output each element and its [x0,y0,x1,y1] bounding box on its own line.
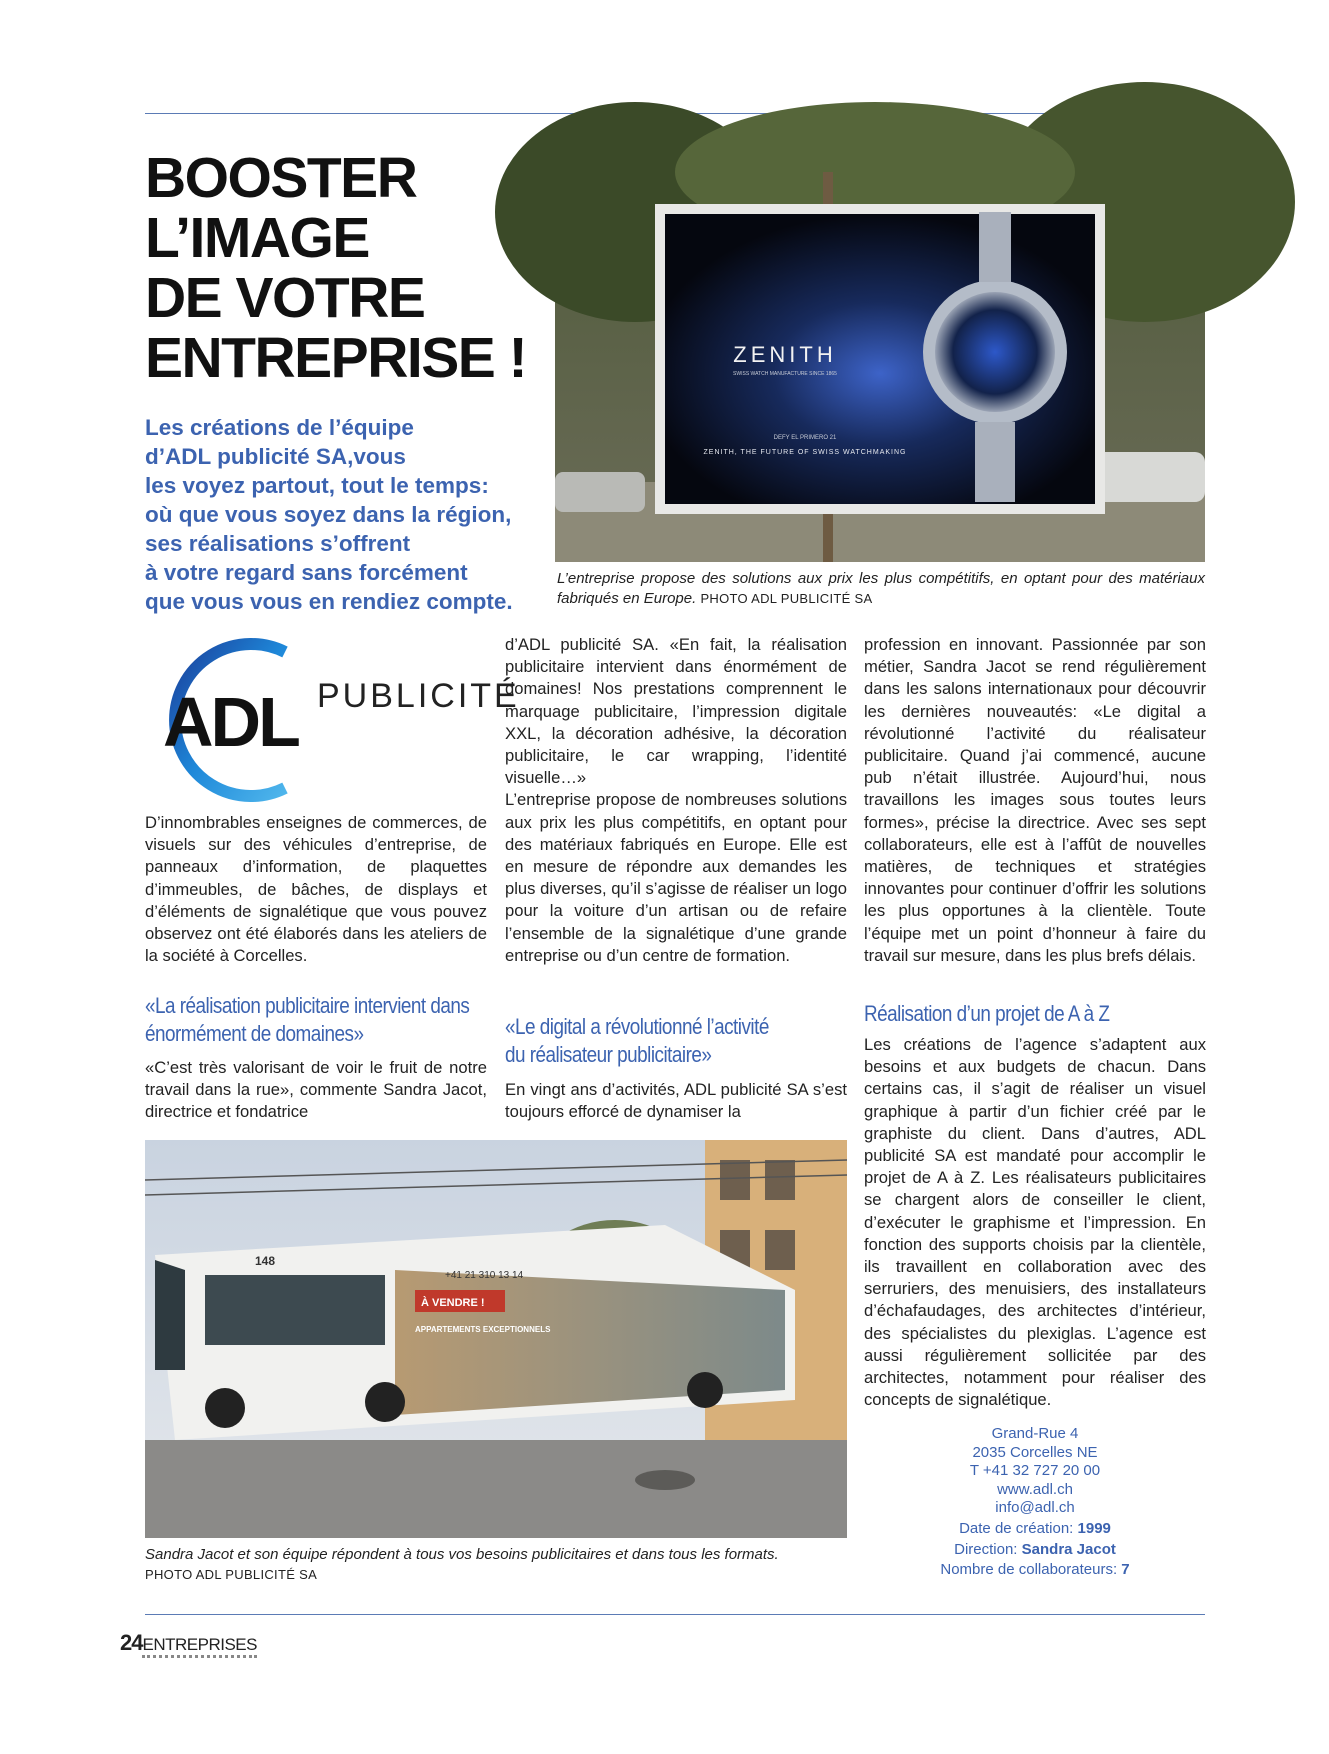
bottom-rule [145,1614,1205,1615]
subhead-line: du réalisateur publicitaire» [505,1042,712,1067]
subhead-line: énormément de domaines» [145,1021,364,1046]
subhead-line: «Le digital a révolutionné l’activité [505,1014,769,1039]
contact-created [900,1520,1170,1539]
subhead-line: «La réalisation publicitaire intervient dans [145,993,470,1018]
body-paragraph: profession en innovant. Passionnée par son métier, Sandra Jacot se rend régulièrement dans les salons internationaux pour découvrir les dernières nouveautés: «Le digital a révolutionné l’activité du réalisateur publicitaire. Quand j’ai commencé, aucune pub n’était illustrée. Aujourd’hui, nous travaillons les images sous toutes leurs formes», précise la directrice. Avec ses sept collaborateurs, elle est à l’affût de nouvelles matières, de techniques et stratégies innovantes pour continuer d’offrir les solutions les plus opportunes à la clientèle. Toute l’équipe met un point d’honneur à faire du travail sur mesure, dans les plus brefs délais. [864,635,1206,965]
contact-direction-label: Direction: [954,1540,1018,1558]
contact-website-link[interactable]: www.adl.ch [997,1480,1073,1498]
bus-caption-text: Sandra Jacot et son équipe répondent à tous vos besoins publicitaires et dans tous les formats. [145,1546,779,1563]
body-paragraph: Les créations de l’agence s’adaptent aux besoins et aux budgets de chacun. Dans certains cas, il s’agit de réaliser un visuel graphique à partir d’un fichier créé par le graphiste du client. Dans d’autres, ADL publicité SA est mandaté pour accomplir le projet de A à Z. Les réalisateurs publicitaires se chargent alors de conseiller le client, d’exécuter le graphisme et l’impression. En fonction des supports choisis par la clientèle, ils travaillent en collaboration avec des serruriers, des menuisiers, des installateurs d’échafaudages, des architectes d’intérieur, des spécialistes du plexiglas. L’agence est aussi régulièrement sollicitée par des architectes, notamment pour réaliser des concepts de signalétique. [864,1035,1206,1410]
contact-phone: T +41 32 727 20 00 [969,1462,1101,1480]
billboard-caption [557,569,1205,608]
bus-photo-art [145,1140,847,1538]
column-3-top [864,634,1206,967]
logo-word: PUBLICITÉ [317,677,520,715]
contact-staff [900,1561,1170,1580]
logo-mark: ADL [163,683,298,761]
intro-line: Les créations de l’équipe [145,415,414,440]
body-paragraph: L’entreprise propose de nombreuses solutions aux prix les plus compétitifs, en optant pour des matériaux fabriqués en Europe. Elle est en mesure de répondre aux demandes les plus diverses, qu’il s’agisse de réaliser un logo pour la voiture d’un artisan ou de refaire l’ensemble de la signalétique d’une grande entreprise ou d’un centre de formation. [505,790,847,965]
intro-line: d’ADL publicité SA,vous [145,444,406,469]
billboard-brand: ZENITH [733,342,837,367]
billboard-tagline-small: SWISS WATCH MANUFACTURE SINCE 1865 [733,371,837,377]
subhead-projet [864,1000,1109,1028]
intro-line: ses réalisations s’offrent [145,531,411,556]
adl-logo [145,640,520,800]
subhead-line: Réalisation d’un projet de A à Z [864,1001,1110,1026]
intro-line: les voyez partout, tout le temps: [145,473,489,498]
column-2-bottom [505,1079,847,1123]
contact-city: 2035 Corcelles NE [972,1443,1098,1461]
section-name: ENTREPRISES [142,1635,256,1658]
contact-staff-label: Nombre de collaborateurs: [940,1561,1118,1579]
contact-direction [900,1541,1170,1560]
bus-phone: +41 21 310 13 14 [445,1270,524,1281]
intro-lead [145,413,545,616]
headline-line: ENTREPRISE ! [145,326,527,390]
subhead-digital [505,1013,769,1069]
column-2-top [505,634,847,967]
contact-street: Grand-Rue 4 [991,1425,1079,1442]
billboard-tagline: ZENITH, THE FUTURE OF SWISS WATCHMAKING [703,449,907,456]
column-1-top [145,812,487,967]
billboard-photo-art [555,152,1205,562]
contact-created-value: 1999 [1077,1519,1111,1537]
intro-line: à votre regard sans forcément [145,560,468,585]
body-paragraph: D’innombrables enseignes de commerces, de visuels sur des véhicules d’entreprise, de panneaux d’information, de plaquettes d’immeubles, de bâches, de displays et d’éléments de signalétique que vous pouvez observez ont été élaborés dans les ateliers de la société à Corcelles. [145,813,487,966]
contact-created-label: Date de création: [959,1519,1074,1537]
bus-banner: À VENDRE ! [421,1297,485,1309]
billboard-caption-text: L’entreprise propose des solutions aux prix les plus compétitifs, en optant pour des matériaux fabriqués en Europe. [557,570,1205,607]
contact-email-link[interactable]: info@adl.ch [995,1499,1075,1517]
body-paragraph: En vingt ans d’activités, ADL publicité SA s’est toujours efforcé de dynamiser la [505,1080,847,1122]
page-number: 24 [120,1630,143,1655]
contact-direction-value: Sandra Jacot [1021,1540,1116,1558]
body-paragraph: d’ADL publicité SA. «En fait, la réalisation publicitaire intervient dans énormément de domaines! Nos prestations comprennent le marquage publicitaire, l’impression digitale XXL, la décoration adhésive, la décoration publicitaire, le car wrapping, l’identité visuelle…» [505,635,847,788]
page-footer [120,1630,257,1656]
bus-credit: PHOTO ADL PUBLICITÉ SA [145,1566,318,1582]
intro-line: que vous vous en rendiez compte. [145,589,513,614]
billboard-model: DEFY EL PRIMERO 21 [773,435,837,441]
column-1-bottom [145,1057,487,1124]
bus-sub: APPARTEMENTS EXCEPTIONNELS [415,1325,551,1334]
contact-staff-value: 7 [1121,1561,1130,1579]
headline-line: BOOSTER [145,146,417,210]
bus-number: 148 [255,1254,276,1268]
billboard-photo [555,152,1205,562]
contact-block [900,1425,1170,1580]
intro-line: où que vous soyez dans la région, [145,502,512,527]
bus-caption [145,1545,847,1584]
subhead-realisation [145,992,469,1048]
adl-logo-art [145,640,520,800]
bus-photo [145,1140,847,1538]
headline-line: DE VOTRE [145,266,425,330]
billboard-credit: PHOTO ADL PUBLICITÉ SA [700,590,873,606]
headline-line: L’IMAGE [145,206,369,270]
column-3-bottom [864,1034,1206,1411]
body-paragraph: «C’est très valorisant de voir le fruit de notre travail dans la rue», commente Sandra Jacot, directrice et fondatrice [145,1058,487,1122]
